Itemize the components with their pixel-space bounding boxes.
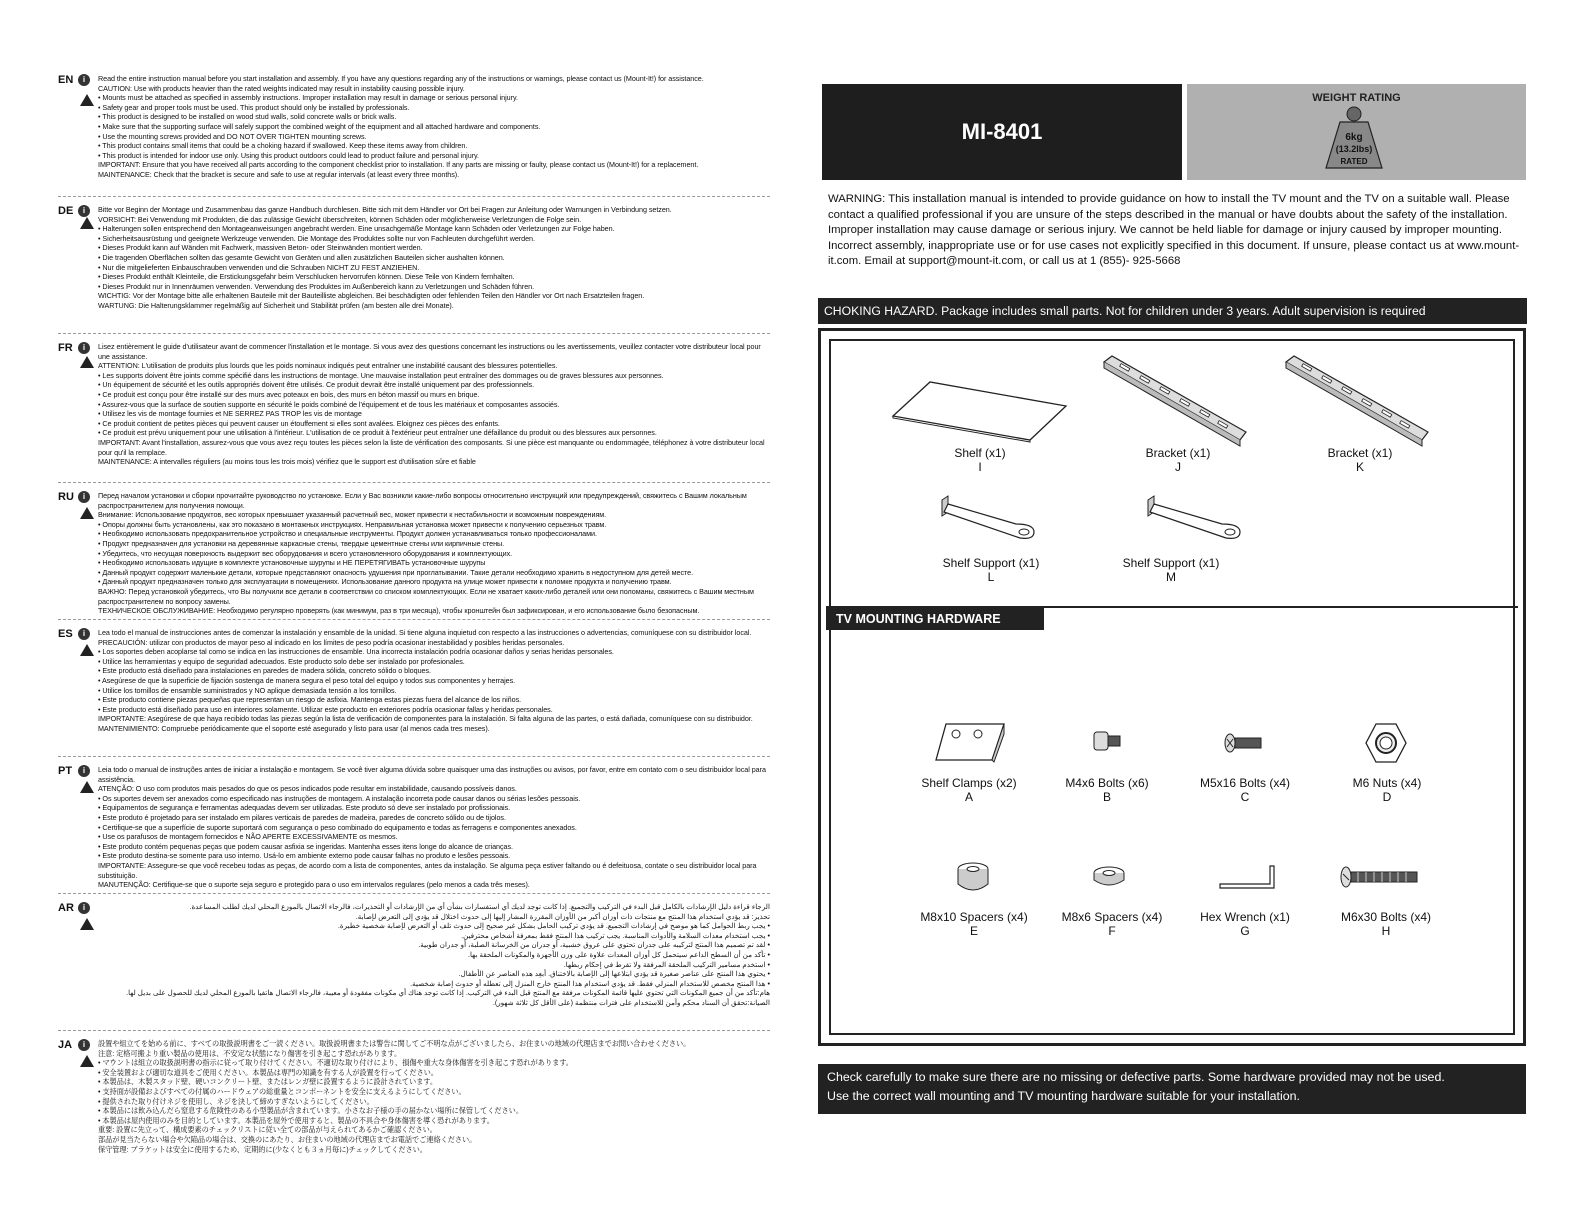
instruction-line: VORSICHT: Bei Verwendung mit Produkten, die das zulässige Gewicht überschreiten, können Schäden oder möglicherweise Verletzungen die Folge sein. — [98, 214, 582, 224]
instruction-line: • Este produto destina-se somente para uso interno. Usá-lo em ambiente externo pode causar falhas no produto e lesões pessoais. — [98, 851, 511, 861]
instruction-line: • Данный продукт содержит маленькие детали, которые представляют опасность удушения при проглатывании. Такие детали необходимо хранить в недоступном для детей месте. — [98, 567, 694, 577]
instruction-line: • Die tragenden Oberflächen sollten das gesamte Gewicht von Geräten und allen zusätzlichen Bauteilen sicher aushalten können. — [98, 252, 505, 262]
instruction-line: • マウントは組立の取扱説明書の指示に従って取り付けてください。不適切な取り付けにより、損傷や重大な身体傷害を引き起こす恐れがあります。 — [98, 1058, 573, 1068]
check-parts-banner — [818, 1064, 1526, 1114]
hardware-letter: H — [1381, 924, 1391, 938]
warning-triangle-icon — [80, 507, 94, 519]
instruction-line: Lisez entièrement le guide d'utilisateur avant de commencer l'installation et le montage. Si vous avez des questions concernant les instructions ou les avertissements, veuillez contacter votre distributeur local pour une assistance. — [98, 342, 761, 361]
instruction-line: • Equipamentos de segurança e ferramentas adequadas devem ser utilizadas. Este produto só deve ser instalado por profissionais. — [98, 803, 511, 813]
weight-kg: 6kg — [1345, 132, 1363, 143]
hardware-m8x10-spacers — [904, 910, 1044, 938]
instruction-line: 保守管理: ブラケットは安全に使用するため、定期的に(少なくとも３ヵ月毎に)チェックしてください。 — [98, 1144, 427, 1154]
hardware-name: M4x6 Bolts (x6) — [1065, 776, 1149, 790]
instruction-line: MAINTENANCE: A intervalles réguliers (au moins tous les trois mois) vérifiez que le support est d'utilisation sûre et fiable — [98, 457, 476, 467]
instruction-line: MAINTENANCE: Check that the bracket is secure and safe to use at regular intervals (at least every three months). — [98, 169, 460, 179]
part-name: Bracket (x1) — [1327, 446, 1393, 460]
instruction-line: • استخدم مسامير التركيب الملحقة المرفقة ولا تفرط في إحكام ربطها. — [563, 959, 770, 969]
instruction-line: • Ce produit contient de petites pièces qui peuvent causer un étouffement si elles sont avalées. Eloignez ces pièces des enfants. — [98, 418, 500, 428]
check-line-1: Check carefully to make sure there are no missing or defective parts. Some hardware provided may not be used. — [827, 1070, 1445, 1084]
shelf-illustration — [890, 378, 1070, 442]
instruction-line: • Este producto está diseñado para uso en interiores solamente. Utilizar este producto en exteriores podría ocasionar fallas y heridas personales. — [98, 704, 553, 714]
part-shelf-support-l — [926, 556, 1056, 584]
instruction-line: IMPORTANTE: Asegúrese de que haya recibido todas las piezas según la lista de verificación de componentes para la instalación. Si falta alguna de las partes, o está dañada, comuníquese con su distribuidor. — [98, 714, 753, 724]
instruction-line: • Данный продукт предназначен только для эксплуатации в помещениях. Использование данного продукта на улице может привести к поломке продукта и получению травм. — [98, 577, 672, 587]
instruction-line: • This product contains small items that could be a choking hazard if swallowed. Keep these items away from children. — [98, 141, 468, 151]
warning-triangle-icon — [80, 644, 94, 656]
instruction-line: • 本製品には飲み込んだら窒息する危険性のある小型製品が含まれています。小さなお子様の手の届かない場所に保管してください。 — [98, 1106, 523, 1116]
warning-triangle-icon — [80, 356, 94, 368]
instruction-line: ATTENTION: L'utilisation de produits plus lourds que les poids nominaux indiqués peut entraîner une instabilité causant des blessures potentielles. — [98, 361, 558, 371]
instruction-line: • Utilice los tornillos de ensamble suministrados y NO aplique demasiada tensión a los tornillos. — [98, 685, 397, 695]
instruction-line: • يجب ربط الحوامل كما هو موضح في إرشادات التجميع. قد يؤدي تركيب الحامل بشكل غير صحيح إلى حدوث تلف أو التعرض لإصابة شخصية خطيرة. — [337, 921, 770, 931]
instruction-line: • Sicherheitsausrüstung und geeignete Werkzeuge verwenden. Die Montage des Produktes sollte nur von Fachleuten durchgeführt werden. — [98, 233, 535, 243]
info-icon: i — [78, 491, 90, 503]
instruction-line: • This product is designed to be installed on wood stud walls, solid concrete walls or brick walls. — [98, 112, 397, 122]
hardware-letter: F — [1108, 924, 1116, 938]
hardware-name: Shelf Clamps (x2) — [921, 776, 1017, 790]
hardware-name: M8x6 Spacers (x4) — [1061, 910, 1163, 924]
info-icon: i — [78, 205, 90, 217]
instruction-line: ТЕХНИЧЕСКОЕ ОБСЛУЖИВАНИЕ: Необходимо регулярно проверять (как минимум, раз в три месяца), чтобы кронштейн был зафиксирован, и его использование было безопасным. — [98, 606, 700, 616]
lang-code: PT — [58, 765, 73, 777]
instruction-line: • Assurez-vous que la surface de soutien supporte en sécurité le poids combiné de l'équipement et de tous les matériaux et composantes associés. — [98, 399, 560, 409]
part-name: Bracket (x1) — [1145, 446, 1211, 460]
instruction-line: 重要: 設置に先立って、構成要素のチェックリストに従い全ての部品が与えられてあるかご確認ください。 — [98, 1125, 437, 1135]
instruction-line: تحذير: قد يؤدي استخدام هذا المنتج مع منتجات ذات أوزان أكبر من الأوزان المقررة المشار إليها إلى حدوث اختلال قد يؤدي إلى التعرض لإصابة. — [355, 911, 770, 921]
instruction-line: • يجب استخدام معدات السلامة والأدوات المناسبة. يجب تركيب هذا المنتج فقط بمعرفة أشخاص محترفين. — [461, 930, 770, 940]
warning-paragraph: WARNING: This installation manual is intended to provide guidance on how to install the TV mount and the TV on a suitable wall. Please contact a qualified professional if you are unsure of the steps described in the manual or have doubts about the safety of the installation. Improper installation may cause damage or serious injury. We cannot be held liable for damage or injury caused by improper mounting. Incorrect assembly, inappropriate use or for use cases not explicitly specified in this document. If unsure, please contact us at www.mount-it.com. Email at support@mount-it.com, or call us at 1 (855)- 925-5668 — [828, 193, 1520, 268]
hardware-m4x6-bolts — [1042, 776, 1172, 804]
hardware-m6x30-bolts — [1316, 910, 1456, 938]
warning-triangle-icon — [80, 1055, 94, 1067]
instruction-line: 部品が見当たらない場合や欠陥品の場合は、交換のにあたり、お住まいの地域の代理店までお電話でご連絡ください。 — [98, 1134, 477, 1144]
part-letter: K — [1355, 460, 1364, 474]
instruction-line: Read the entire instruction manual before you start installation and assembly. If you have any questions regarding any of the instructions or warnings, please contact us (Mount-It!) for assistance. — [98, 74, 704, 83]
instruction-line: • Este producto contiene piezas pequeñas que representan un riesgo de asfixia. Mantenga estas piezas fuera del alcance de los niños. — [98, 695, 522, 705]
instruction-line: Lea todo el manual de instrucciones antes de comenzar la instalación y ensamble de la unidad. Si tiene alguna inquietud con respecto a las instrucciones o advertencias, comuníquese con su distribuidor local. — [98, 628, 752, 637]
instruction-line: • Asegúrese de que la superficie de fijación sostenga de manera segura el peso total del equipo y todos sus componentes y herrajes. — [98, 675, 516, 685]
instruction-line: IMPORTANT: Ensure that you have received all parts according to the component checklist prior to installation. If any parts are missing or faulty, please contact us (Mount-It!) for a replacement. — [98, 160, 699, 170]
shelf-support-m-illustration — [1144, 494, 1248, 540]
section-fr — [58, 340, 770, 483]
info-icon: i — [78, 765, 90, 777]
instruction-line: • هذا المنتج مخصص للاستخدام المنزلي فقط. قد يؤدي استخدام هذا المنتج خارج المنزل إلى تعطله أو حدوث إصابة شخصية. — [410, 978, 770, 988]
section-ru — [58, 489, 770, 620]
hardware-m5x16-bolts — [1180, 776, 1310, 804]
instruction-line: • يحتوي هذا المنتج على عناصر صغيرة قد يؤدي ابتلاعها إلى الإصابة بالاختناق. أبعِد هذه العناصر عن الأطفال. — [458, 969, 770, 979]
instruction-line: IMPORTANT: Avant l'installation, assurez-vous que vous avez reçu toutes les pièces selon la liste de vérification des composants. Si une pièce est manquante ou endommagée, téléphonez à votre distributeur local pour qu'il la remplace. — [98, 437, 765, 457]
instruction-line: • 提供された取り付けネジを使用し、ネジを決して締めすぎないようにしてください。 — [98, 1096, 374, 1106]
hardware-letter: C — [1240, 790, 1250, 804]
model-number: MI-8401 — [822, 84, 1182, 180]
lang-code: FR — [58, 342, 73, 354]
section-pt — [58, 763, 770, 894]
instruction-line: • لقد تم تصميم هذا المنتج لتركيبه على جدران تحتوي على عروق خشبية، أو جدران من الخرسانة الصلبة، أو جدران طوبية. — [418, 940, 770, 950]
hardware-name: Hex Wrench (x1) — [1200, 910, 1290, 924]
info-icon: i — [78, 342, 90, 354]
section-de — [58, 203, 770, 334]
part-letter: M — [1166, 570, 1176, 584]
part-name: Shelf (x1) — [954, 446, 1006, 460]
lang-code: RU — [58, 491, 74, 503]
lang-code: EN — [58, 74, 74, 86]
weight-rated: RATED — [1340, 157, 1368, 166]
lang-code: AR — [58, 902, 74, 914]
weight-rating-title: WEIGHT RATING — [1312, 92, 1401, 104]
instruction-line: WICHTIG: Vor der Montage bitte alle erhaltenen Bauteile mit der Bauteilliste abgleichen. Bei beschädigten oder fehlenden Teilen den Händler vor Ort nach Ersatzteilen fragen. — [98, 291, 645, 301]
m6x30-bolt-illustration — [1340, 866, 1420, 888]
instruction-line: • Dieses Produkt enthält Kleinteile, die Erstickungsgefahr beim Verschlucken hervorrufen können. Diese Teile von Kindern fernhalten. — [98, 272, 515, 282]
section-en — [58, 72, 770, 197]
hardware-title: TV MOUNTING HARDWARE — [826, 606, 1044, 630]
part-shelf-support-m — [1106, 556, 1236, 584]
instruction-line: 注意: 定格可搬より重い製品の使用は、不安定な状態になり傷害を引き起こす恐れがあります。 — [98, 1048, 402, 1058]
instruction-line: • Os suportes devem ser anexados como especificado nas instruções de montagem. A instalação incorreta pode causar danos ou sérias lesões pessoais. — [98, 793, 581, 803]
instruction-line: Bitte vor Beginn der Montage und Zusammenbau das ganze Handbuch durchlesen. Bitte sich mit dem Händler vor Ort bei Fragen zur Anleitung oder Warnungen in Verbindung setzen. — [98, 205, 672, 214]
instruction-line: • Safety gear and proper tools must be used. This product should only be installed by professionals. — [98, 102, 410, 112]
instruction-line: • Dieses Produkt nur in Innenräumen verwenden. Verwendung des Produktes im Außenbereich kann zu Verletzungen und Schäden führen. — [98, 281, 535, 291]
lang-code: JA — [58, 1039, 73, 1051]
warning-triangle-icon — [80, 781, 94, 793]
instruction-line: Перед началом установки и сборки прочитайте руководство по установке. Если у Вас возникли какие-либо вопросы относительно инструкций или предупреждений, свяжитесь с Вашим локальным распространителем для получения помощи. — [98, 491, 747, 510]
instruction-line: هام:تأكد من أن جميع المكونات التي تحتوي عليها قائمة المكونات مرفقة مع المنتج قبل البدء في التركيب. إذا كانت توجد هناك أي مكونات مفقودة أو معيبة، فالرجاء الاتصال هاتفيا بالموزع المحلي لديك للحصول على بديل لها. — [126, 988, 770, 998]
instruction-line: • Nur die mitgelieferten Einbauschrauben verwenden und die Schrauben NICHT ZU FEST ANZIEHEN. — [98, 262, 420, 272]
instruction-line: الصيانة:تحقق أن السناد محكم وآمن للاستخدام على فترات منتظمة (على الأقل كل ثلاثة شهور). — [492, 997, 770, 1007]
instruction-line: • Ce produit est prévu uniquement pour une utilisation à l'intérieur. L'utilisation de ce produit à l'extérieur peut entraîner une défaillance du produit ou des blessures aux personnes. — [98, 428, 657, 438]
warning-triangle-icon — [80, 918, 94, 930]
multilingual-instructions — [58, 72, 770, 1177]
part-shelf — [930, 446, 1030, 474]
hardware-m6-nuts — [1322, 776, 1452, 804]
instruction-line: CAUTION: Use with products heavier than the rated weights indicated may result in instability causing possible injury. — [98, 83, 465, 93]
instruction-line: • Este produto é projetado para ser instalado em pilares verticais de paredes de madeira, paredes de concreto sólido ou de tijolos. — [98, 812, 506, 822]
instruction-line: • Необходимо использовать идущие в комплекте установочные шурупы и НЕ ПЕРЕТЯГИВАТЬ установочные шурупы — [98, 558, 486, 568]
bracket-j-illustration — [1100, 354, 1250, 446]
instruction-line: Leia todo o manual de instruções antes de iniciar a instalação e montagem. Se você tiver alguma dúvida sobre quaisquer uma das instruções ou avisos, por favor, entre em contato com o seu distribuidor local para assistência. — [98, 765, 766, 784]
instruction-line: • Продукт предназначен для установки на деревянные каркасные стены, твердые цементные стены или кирпичные стены. — [98, 538, 505, 548]
m5x16-bolt-illustration — [1224, 732, 1264, 754]
instruction-line: • Un équipement de sécurité et les outils appropriés doivent être utilisés. Ce produit devrait être installé uniquement par des professionnels. — [98, 380, 535, 390]
hardware-name: M5x16 Bolts (x4) — [1199, 776, 1291, 790]
hardware-m8x6-spacers — [1042, 910, 1182, 938]
instruction-line: IMPORTANTE: Assegure-se que você recebeu todas as peças, de acordo com a lista de componentes, antes da instalação. Se alguma peça estiver faltando ou é defeituosa, contate o seu distribuidor local para substituição. — [98, 860, 757, 880]
instruction-line: • 本製品は屋内使用のみを目的としています。本製品を屋外で使用すると、製品の不具合や身体傷害を導く恐れがあります。 — [98, 1115, 494, 1125]
part-bracket-j — [1128, 446, 1228, 474]
lang-code: ES — [58, 628, 73, 640]
part-letter: J — [1175, 460, 1181, 474]
instruction-line: PRECAUCIÓN: utilizar con productos de mayor peso al indicado en los límites de peso podría ocasionar inestabilidad y posibles heridas personales. — [98, 637, 565, 647]
instruction-line: • Certifique-se que a superfície de suporte suportará com segurança o peso combinado do equipamento e todas as ferragens e componentes anexados. — [98, 822, 577, 832]
section-ja — [58, 1037, 770, 1171]
hex-wrench-illustration — [1218, 864, 1276, 890]
instruction-line: • Utilisez les vis de montage fournies et NE SERREZ PAS TROP les vis de montage — [98, 409, 362, 419]
part-letter: I — [978, 460, 982, 474]
instruction-line: • Ce produit est conçu pour être installé sur des murs avec poteaux en bois, des murs en béton massif ou murs en brique. — [98, 389, 480, 399]
instruction-line: MANUTENÇÃO: Certifique-se que o suporte seja seguro e protegido para o uso em intervalos regulares (pelo menos a cada três meses). — [98, 880, 530, 890]
instruction-line: • Este produto contém pequenas peças que podem causar asfixia se ingeridas. Mantenha esses itens longe do alcance de crianças. — [98, 841, 513, 851]
instruction-line: • Halterungen sollen entsprechend den Montageanweisungen angebracht werden. Eine unsachgemäße Montage kann Schäden oder Verletzungen zur Folge haben. — [98, 224, 615, 234]
instruction-line: • Опоры должны быть установлены, как это показано в монтажных инструкциях. Неправильная установка может привести к получению серьезных травм. — [98, 519, 607, 529]
m8x6-spacer-illustration — [1092, 866, 1126, 888]
warning-triangle-icon — [80, 94, 94, 106]
info-icon: i — [78, 74, 90, 86]
instruction-line: • Use os parafusos de montagem fornecidos e NÃO APERTE EXCESSIVAMENTE os mesmos. — [98, 832, 398, 842]
instruction-line: MANTENIMIENTO: Compruebe periódicamente que el soporte esté asegurado y listo para usar (al menos cada tres meses). — [98, 723, 490, 733]
part-letter: L — [987, 570, 995, 584]
instruction-line: • 本製品は、木製スタッド壁、硬いコンクリート壁、またはレンガ壁に設置するように設計されています。 — [98, 1077, 437, 1087]
instruction-line: Внимание: Использование продуктов, вес которых превышает указанный расчетный вес, может привести к нестабильности и возможным повреждениям. — [98, 510, 607, 520]
instruction-line: • تأكد من أن السطح الداعم سيتحمل كل أوزان المعدات علاوة على وزن الأجهزة والمكونات الملحقة بها. — [468, 949, 770, 959]
instruction-line: ATENÇÃO: O uso com produtos mais pesados do que os pesos indicados pode resultar em instabilidade, causando possíveis danos. — [98, 784, 517, 794]
part-name: Shelf Support (x1) — [942, 556, 1040, 570]
weight-icon — [1324, 104, 1384, 170]
shelf-clamp-illustration — [932, 720, 1008, 764]
shelf-support-l-illustration — [938, 494, 1042, 540]
section-ar — [58, 900, 770, 1031]
instruction-line: • Use the mounting screws provided and DO NOT OVER TIGHTEN mounting screws. — [98, 131, 367, 141]
info-icon: i — [78, 1039, 90, 1051]
instruction-line: • Les supports doivent être joints comme spécifié dans les instructions de montage. Une mauvaise installation peut entraîner des dommages ou de graves blessures aux personnes. — [98, 370, 664, 380]
part-bracket-k — [1310, 446, 1410, 474]
hardware-hex-wrench — [1180, 910, 1310, 938]
hardware-shelf-clamps — [904, 776, 1034, 804]
instruction-line: WARTUNG: Die Halterungsklammer regelmäßig auf Sicherheit und Stabilität prüfen (am besten alle drei Monate). — [98, 300, 454, 310]
part-name: Shelf Support (x1) — [1122, 556, 1220, 570]
choking-hazard-banner: CHOKING HAZARD. Package includes small parts. Not for children under 3 years. Adult supervision is required — [818, 298, 1527, 324]
instruction-line: • Mounts must be attached as specified in assembly instructions. Improper installation may result in damage or serious personal injury. — [98, 93, 518, 103]
instruction-line: • Utilice las herramientas y equipo de seguridad adecuados. Este producto solo debe ser instalado por profesionales. — [98, 656, 465, 666]
warning-triangle-icon — [80, 217, 94, 229]
hardware-title-rule — [1044, 606, 1518, 608]
section-es — [58, 626, 770, 757]
hardware-name: M6 Nuts (x4) — [1352, 776, 1422, 790]
hardware-name: M6x30 Bolts (x4) — [1340, 910, 1432, 924]
hardware-letter: G — [1240, 924, 1250, 938]
instruction-line: • Dieses Produkt kann auf Wänden mit Fachwerk, massiven Beton- oder Steinwänden montiert werden. — [98, 243, 423, 253]
weight-lbs: (13.2lbs) — [1335, 144, 1373, 154]
instruction-line: • Este producto está diseñado para instalaciones en paredes de madera sólida, concreto sólido o bloques. — [98, 666, 431, 676]
instruction-line: • Make sure that the supporting surface will safely support the combined weight of the equipment and all attached hardware and components. — [98, 121, 541, 131]
instruction-line: • Необходимо использовать предохранительное устройство и специальные инструменты. Продукт должен устанавливаться только профессионалами. — [98, 529, 597, 539]
instruction-line: • This product is intended for indoor use only. Using this product outdoors could lead to product failure and personal injury. — [98, 150, 479, 160]
lang-code: DE — [58, 205, 74, 217]
hardware-name: M8x10 Spacers (x4) — [920, 910, 1028, 924]
instruction-line: • Убедитесь, что несущая поверхность выдержит вес оборудования и всего установленного оборудования и комплектующих. — [98, 548, 513, 558]
check-line-2: Use the correct wall mounting and TV mounting hardware suitable for your installation. — [827, 1089, 1300, 1103]
instruction-line: ВАЖНО: Перед установкой убедитесь, что Вы получили все детали в соответствии со списком комплектующих. Если не хватает каких-либо деталей или они поломаны, свяжитесь с Вашим местным распространителем по вопросу замены. — [98, 586, 754, 606]
instruction-line: • Los soportes deben acoplarse tal como se indica en las instrucciones de ensamble. Una incorrecta instalación podría ocasionar daños y serias heridas personales. — [98, 647, 614, 657]
m6-nut-illustration — [1364, 722, 1408, 764]
info-icon: i — [78, 902, 90, 914]
m4x6-bolt-illustration — [1092, 728, 1122, 754]
instruction-line: 設置や組立てを始める前に、すべての取扱説明書をご一読ください。取扱説明書または警告に関してご不明な点がございましたら、お住まいの地域の代理店までお問い合わせください。 — [98, 1039, 691, 1048]
instruction-line: الرجاء قراءة دليل الإرشادات بالكامل قبل البدء في التركيب والتجميع. إذا كانت توجد لديك أي استفسارات بشأن أي من الإرشادات أو التحذيرات، فالرجاء الاتصال بالموزع المحلي لديك لطلب المساعدة. — [189, 902, 770, 911]
hardware-letter: A — [964, 790, 973, 804]
instruction-line: • 支持面が設備およびすべての付属のハードウェアの総重量とコンポーネントを安全に支えるようにしてください。 — [98, 1086, 466, 1096]
info-icon: i — [78, 628, 90, 640]
hardware-letter: D — [1382, 790, 1392, 804]
hardware-letter: B — [1102, 790, 1111, 804]
hardware-letter: E — [969, 924, 978, 938]
bracket-k-illustration — [1282, 354, 1432, 446]
instruction-line: • 安全装置および適切な道具をご使用ください。本製品は専門の知識を有する人が設置を行ってください。 — [98, 1067, 438, 1077]
m8x10-spacer-illustration — [956, 862, 990, 892]
